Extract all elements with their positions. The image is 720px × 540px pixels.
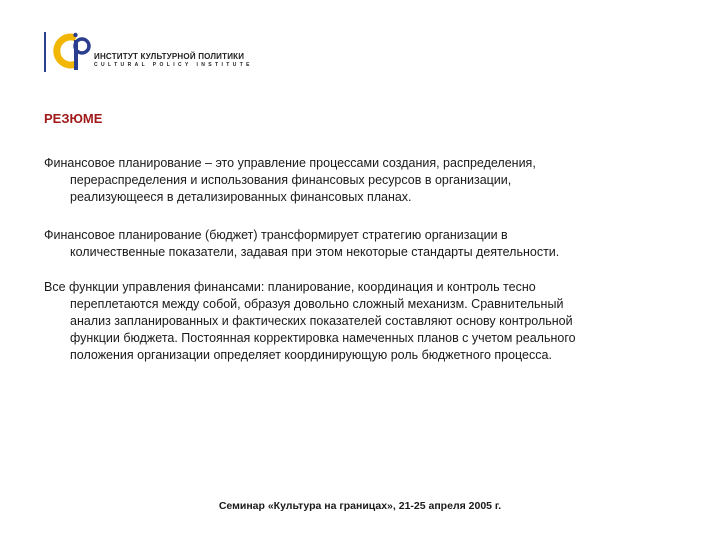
paragraph-line: положения организации определяет координирующую роль бюджетного процесса. bbox=[70, 348, 552, 362]
paragraph-line: реализующееся в детализированных финансовых планах. bbox=[70, 190, 412, 204]
paragraph-line: Финансовое планирование – это управление процессами создания, распределения, bbox=[44, 156, 536, 170]
paragraph-line: количественные показатели, задавая при этом некоторые стандарты деятельности. bbox=[70, 245, 560, 259]
paragraph-line: анализ запланированных и фактических показателей составляют основу контрольной bbox=[70, 314, 573, 328]
paragraph-1 bbox=[44, 155, 694, 206]
paragraph-2 bbox=[44, 227, 694, 261]
logo-name: ИНСТИТУТ КУЛЬТУРНОЙ ПОЛИТИКИ bbox=[94, 52, 245, 61]
cip-logo-icon bbox=[52, 30, 94, 74]
paragraph-line: переплетаются между собой, образуя довольно сложный механизм. Сравнительный bbox=[70, 297, 564, 311]
logo-subtitle: CULTURAL POLICY INSTITUTE bbox=[94, 62, 253, 68]
paragraph-line: Финансовое планирование (бюджет) трансформирует стратегию организации в bbox=[44, 228, 508, 242]
logo-divider bbox=[44, 32, 46, 72]
paragraph-line: функции бюджета. Постоянная корректировка намеченных планов с учетом реального bbox=[70, 331, 576, 345]
slide-heading: РЕЗЮМЕ bbox=[44, 111, 103, 126]
paragraph-line: перераспределения и использования финансовых ресурсов в организации, bbox=[70, 173, 512, 187]
paragraph-line: Все функции управления финансами: планирование, координация и контроль тесно bbox=[44, 280, 536, 294]
institute-logo bbox=[44, 30, 253, 74]
footer-caption: Семинар «Культура на границах», 21-25 апреля 2005 г. bbox=[218, 500, 502, 512]
paragraph-3 bbox=[44, 279, 694, 364]
